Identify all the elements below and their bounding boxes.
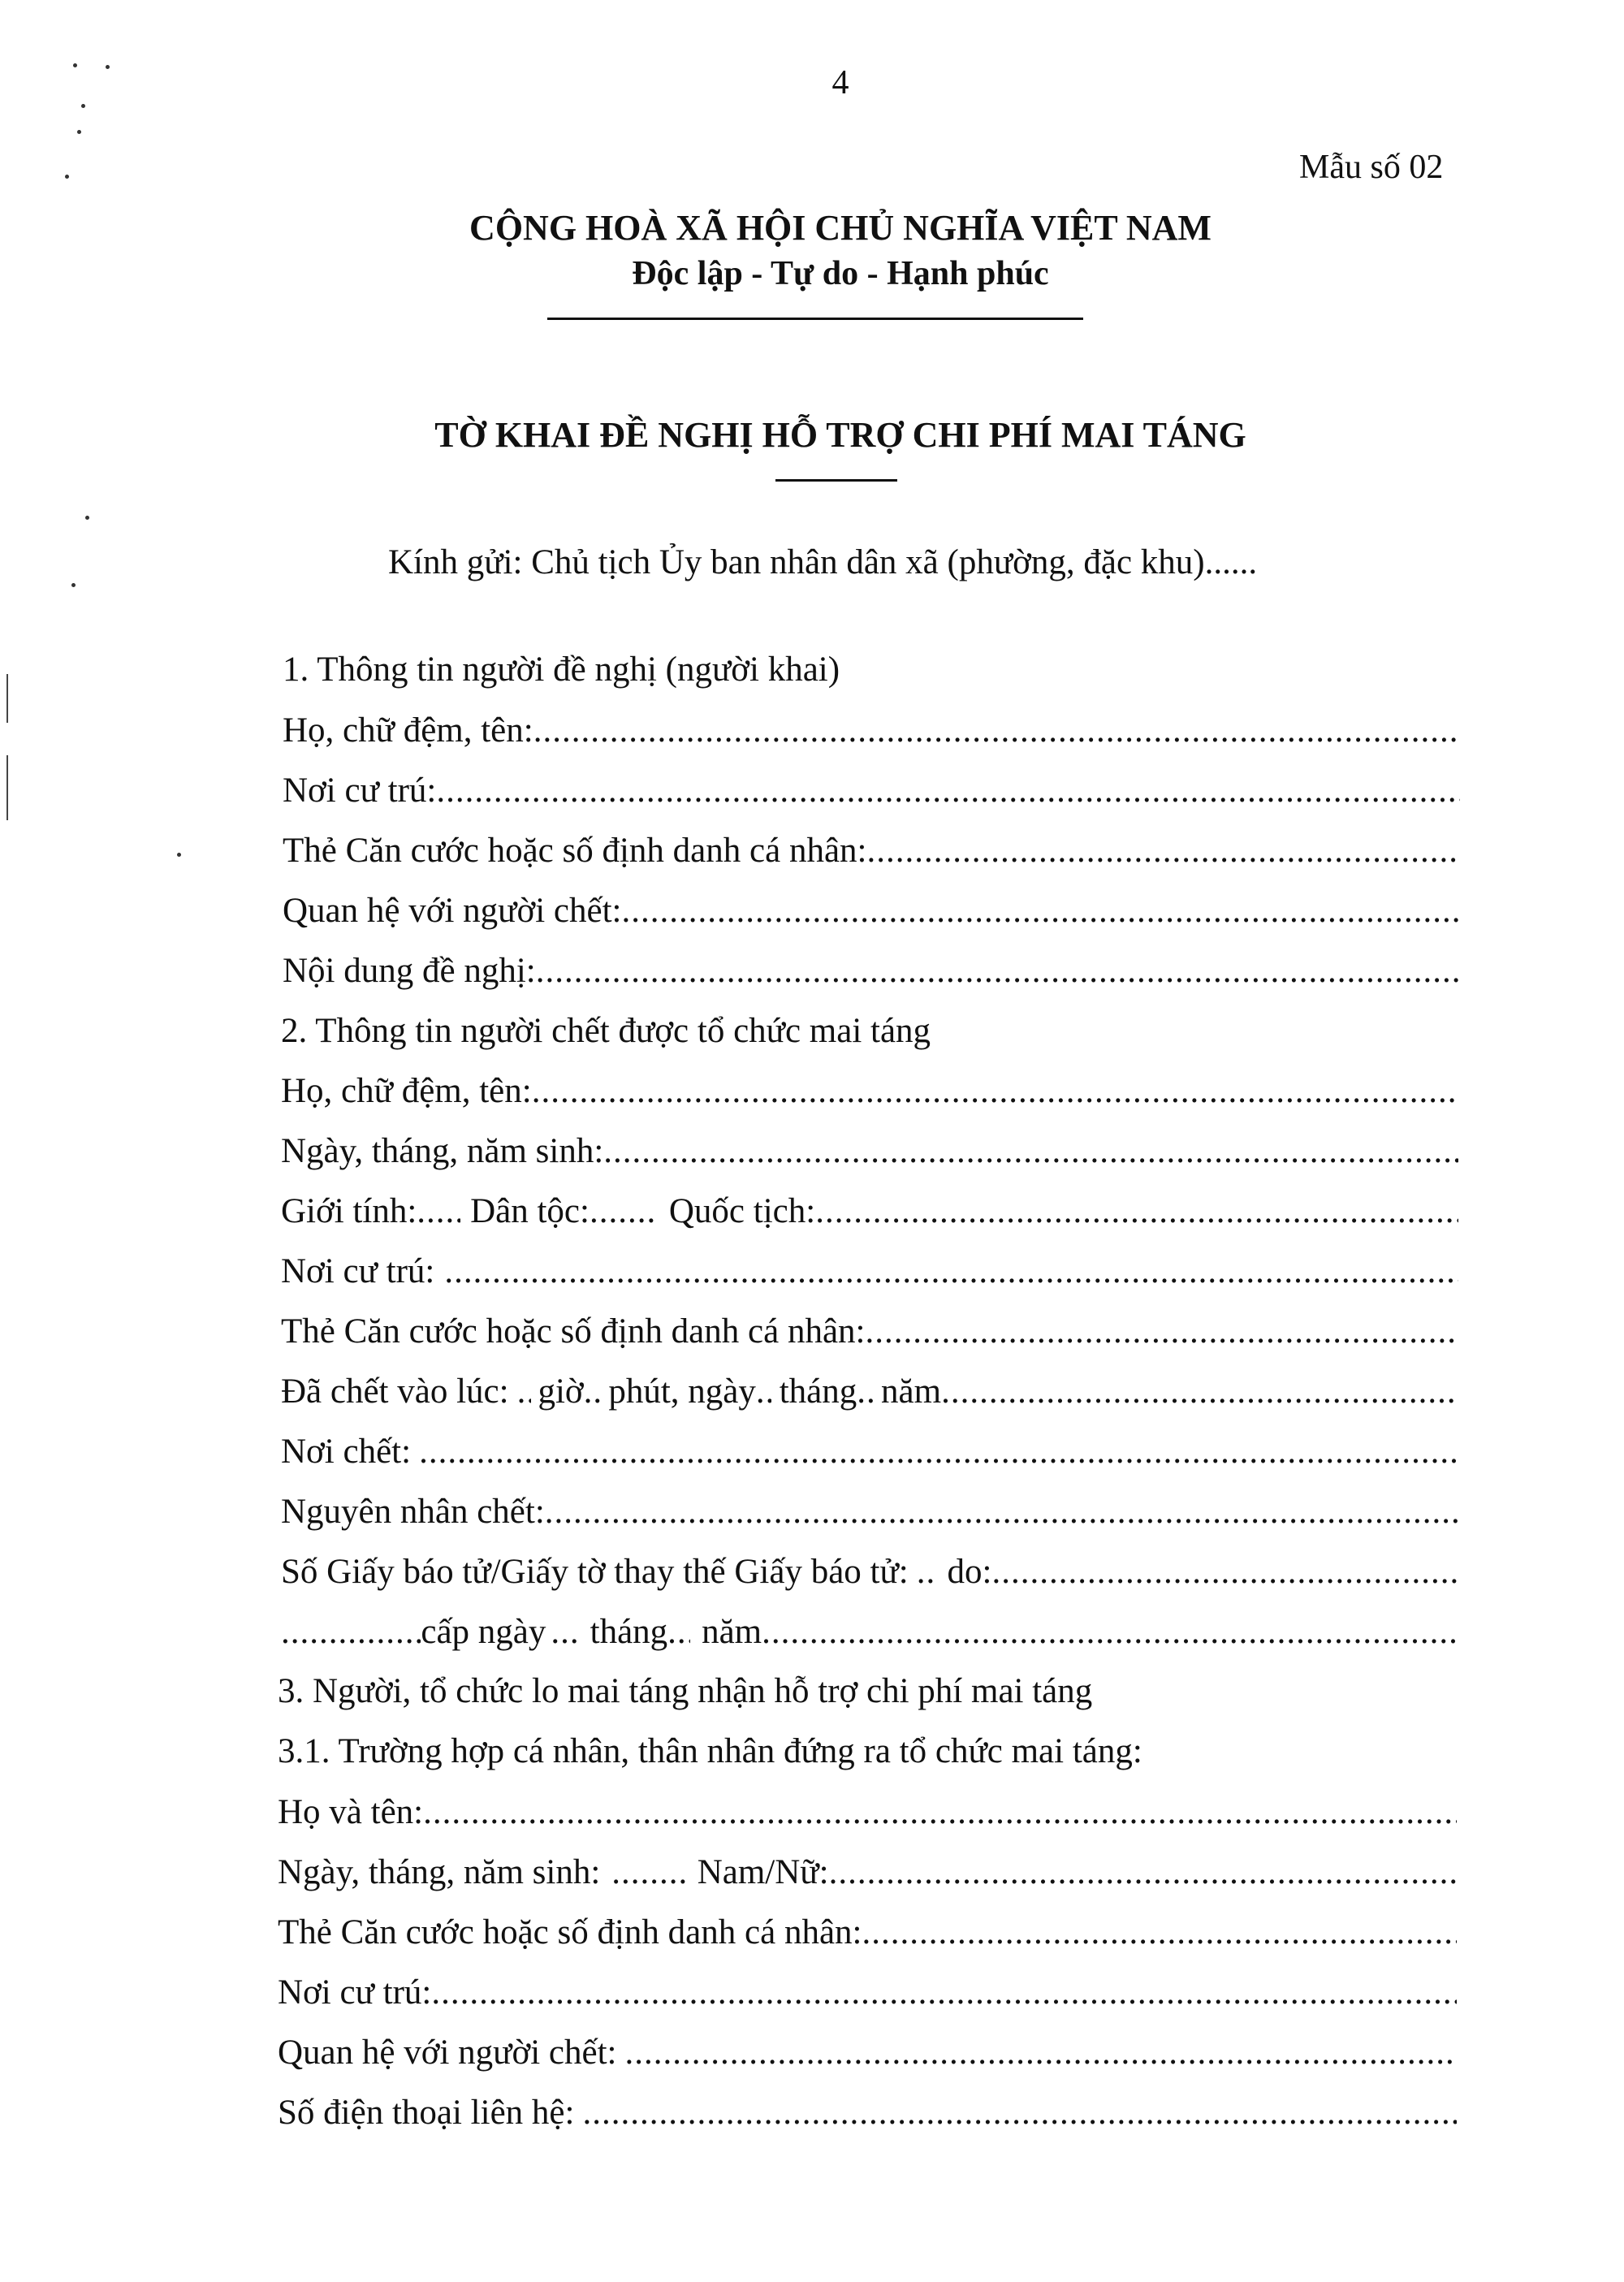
fill-dots [444,1247,1458,1296]
s2-death-minute-day-label: phút, ngày [608,1372,756,1411]
s2-nationality-input[interactable] [815,1187,1458,1236]
fill-dots [532,1067,1458,1116]
scan-margin-mark [6,755,8,820]
national-motto: Độc lập - Tự do - Hạnh phúc [632,255,1049,292]
s2-death-year-input[interactable] [941,1368,1458,1416]
s2-dob-label: Ngày, tháng, năm sinh: [281,1132,604,1170]
s2-certificate-row [281,1548,1458,1597]
scan-speck [81,104,85,108]
s2-id-field[interactable] [281,1307,1458,1356]
section-3-1-heading: 3.1. Trường hợp cá nhân, thân nhân đứng ra tổ chức mai táng: [278,1732,1142,1770]
s3-gender-input[interactable] [829,1848,1457,1897]
s2-certificate-year-label: năm [702,1613,762,1651]
s2-death-time-row [281,1368,1458,1416]
fill-dots [862,1908,1457,1957]
form-code: Mẫu số 02 [1299,149,1444,186]
s2-certificate-label: Số Giấy báo tử/Giấy tờ thay thế Giấy báo tử: [281,1553,909,1591]
s2-certificate-year-input[interactable] [762,1608,1458,1657]
s3-id-field[interactable] [278,1908,1457,1957]
s1-request-content-field[interactable] [283,947,1460,996]
national-title: CỘNG HOÀ XÃ HỘI CHỦ NGHĨA VIỆT NAM [469,208,1212,248]
s3-full-name-label: Họ và tên: [278,1793,424,1831]
s3-relation-field[interactable] [278,2029,1457,2077]
fill-dots [419,1428,1458,1476]
s3-full-name-field[interactable] [278,1788,1457,1837]
fill-dots [603,1127,1458,1176]
s1-residence-field[interactable] [283,767,1460,815]
s2-certificate-month-input[interactable] [667,1608,690,1657]
s2-nationality-label: Quốc tịch: [668,1192,816,1230]
s2-certificate-date-row [281,1608,1458,1657]
s2-death-hour-label: giờ [538,1372,584,1411]
s2-full-name-label: Họ, chữ đệm, tên: [281,1072,532,1110]
section-2-heading: 2. Thông tin người chết được tổ chức mai táng [281,1012,931,1050]
s3-residence-field[interactable] [278,1969,1457,2017]
s2-certificate-day-input[interactable] [551,1608,578,1657]
s2-full-name-field[interactable] [281,1067,1458,1116]
s2-gender-label: Giới tính: [281,1192,417,1230]
s2-death-time-label: Đã chết vào lúc: [281,1372,509,1411]
s2-residence-field[interactable] [281,1247,1458,1296]
s3-relation-label: Quan hệ với người chết: [278,2033,617,2072]
page-number: 4 [831,64,849,102]
section-1-heading: 1. Thông tin người đề nghị (người khai) [283,650,840,689]
fill-dots [621,887,1460,936]
s2-cause-field[interactable] [281,1488,1458,1536]
s2-residence-label: Nơi cư trú: [281,1252,435,1290]
section-3-heading: 3. Người, tổ chức lo mai táng nhận hỗ trợ chi phí mai táng [278,1672,1093,1710]
s2-certificate-issued-by-label: do: [947,1553,992,1591]
fill-dots [624,2029,1457,2077]
s3-phone-label: Số điện thoại liên hệ: [278,2094,575,2132]
s2-certificate-issued-by-input[interactable] [991,1548,1458,1597]
s3-residence-label: Nơi cư trú: [278,1973,432,2012]
s3-dob-label: Ngày, tháng, năm sinh: [278,1853,601,1891]
s3-gender-label: Nam/Nữ: [697,1853,829,1891]
fill-dots [582,2089,1457,2137]
s2-gender-input[interactable] [417,1187,460,1236]
s1-id-label: Thẻ Căn cước hoặc số định danh cá nhân: [283,832,867,870]
s2-cause-label: Nguyên nhân chết: [281,1493,545,1531]
s2-certificate-number-input[interactable] [917,1548,936,1597]
s1-full-name-field[interactable] [283,707,1460,755]
s2-id-label: Thẻ Căn cước hoặc số định danh cá nhân: [281,1312,866,1351]
s2-death-hour-input[interactable] [517,1368,532,1416]
s1-relation-label: Quan hệ với người chết: [283,892,622,930]
s1-id-field[interactable] [283,827,1460,875]
form-title: TỜ KHAI ĐỀ NGHỊ HỖ TRỢ CHI PHÍ MAI TÁNG [434,415,1246,455]
s1-residence-label: Nơi cư trú: [283,771,437,810]
s3-phone-field[interactable] [278,2089,1457,2137]
s2-death-month-input[interactable] [857,1368,873,1416]
s2-ethnicity-input[interactable] [590,1187,656,1236]
fill-dots [436,767,1460,815]
fill-dots [866,827,1460,875]
scan-speck [71,583,76,587]
s2-death-place-label: Nơi chết: [281,1433,412,1471]
fill-dots [545,1488,1458,1536]
s2-death-place-field[interactable] [281,1428,1458,1476]
s2-death-day-input[interactable] [756,1368,771,1416]
scan-margin-mark [6,674,8,723]
fill-dots [423,1788,1457,1837]
s1-relation-field[interactable] [283,887,1460,936]
s2-dob-field[interactable] [281,1127,1458,1176]
scan-speck [85,516,89,520]
scan-speck [177,853,181,857]
s2-gender-ethnicity-nationality-row [281,1187,1458,1236]
title-underline [775,479,897,482]
fill-dots [536,947,1460,996]
motto-underline [547,318,1083,320]
scan-speck [77,130,81,134]
s2-certificate-month-label: tháng [590,1613,668,1651]
scan-speck [65,175,69,179]
s2-ethnicity-label: Dân tộc: [470,1192,590,1230]
s2-death-month-label: tháng [779,1372,857,1411]
s2-death-minute-input[interactable] [584,1368,601,1416]
s2-death-year-label: năm [881,1372,942,1411]
s2-certificate-issuer-continued-input[interactable] [281,1608,421,1657]
salutation: Kính gửi: Chủ tịch Ủy ban nhân dân xã (phường, đặc khu)...... [388,543,1258,581]
fill-dots [533,707,1460,755]
s3-id-label: Thẻ Căn cước hoặc số định danh cá nhân: [278,1913,862,1951]
s1-full-name-label: Họ, chữ đệm, tên: [283,711,533,750]
fill-dots [431,1969,1457,2017]
s1-request-content-label: Nội dung đề nghị: [283,952,536,990]
s3-dob-gender-row [278,1848,1457,1897]
s3-dob-input[interactable] [611,1848,685,1897]
s2-certificate-issue-date-label: cấp ngày [421,1613,546,1651]
fill-dots [865,1307,1458,1356]
